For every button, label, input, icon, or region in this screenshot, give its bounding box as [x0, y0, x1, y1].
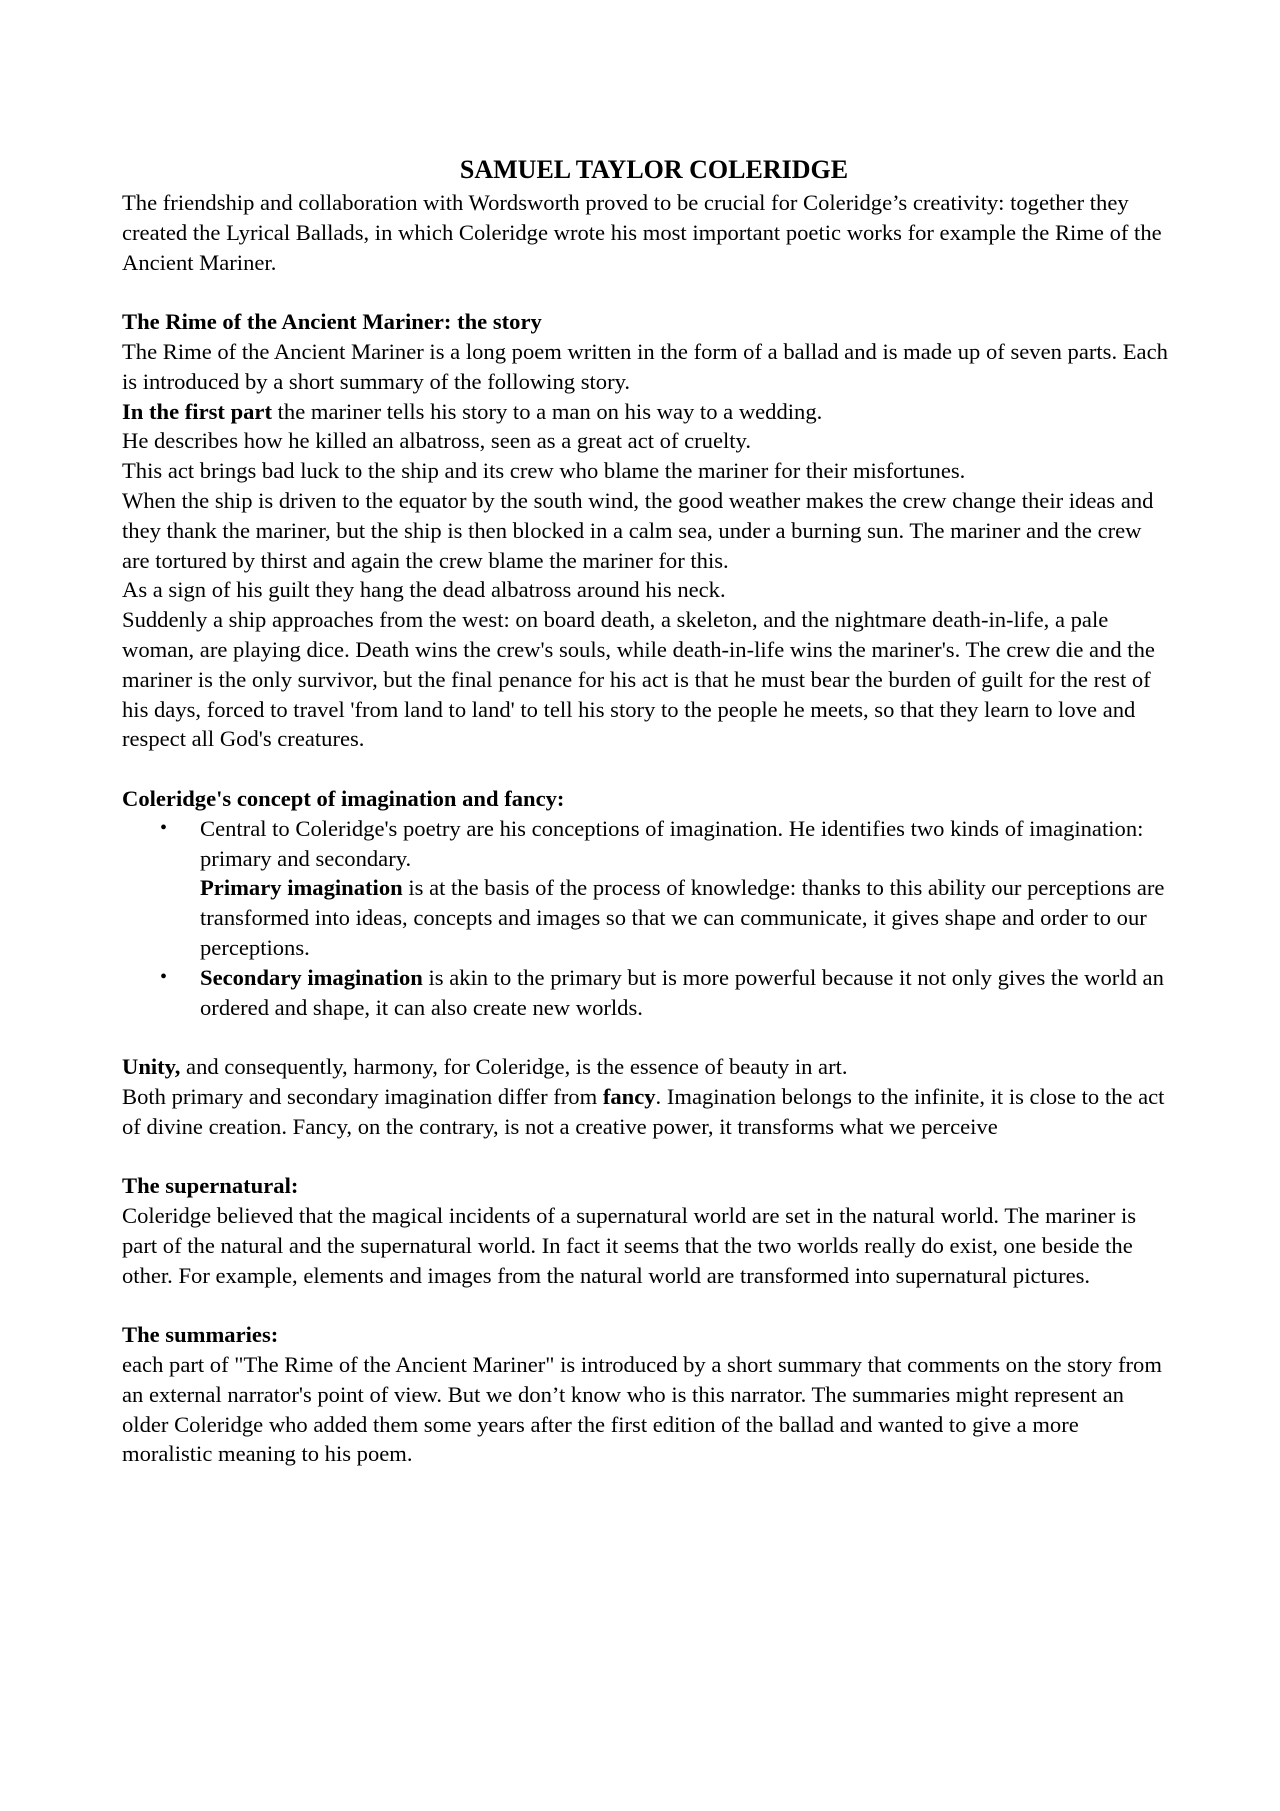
list-item — [122, 963, 1172, 1023]
bold-phrase: Secondary imagination — [200, 964, 423, 990]
fancy-text: Both primary and secondary imagination differ from — [122, 1083, 603, 1109]
list-item — [122, 814, 1172, 963]
list-item-text: is akin to the primary but is more powerful because it not only gives the world an ordered and shape, it can also create new worlds. — [200, 964, 1164, 1020]
story-paragraph: As a sign of his guilt they hang the dead albatross around his neck. — [122, 577, 726, 603]
supernatural-paragraph: Coleridge believed that the magical incidents of a supernatural world are set in the natural world. The mariner is part of the natural and the supernatural world. In fact it seems that the two worlds really do exist, one beside the other. For example, elements and images from the natural world are transformed into supernatural pictures. — [122, 1203, 1137, 1288]
story-paragraph: The Rime of the Ancient Mariner is a long poem written in the form of a ballad and is made up of seven parts. Each is introduced by a short summary of the following story. — [122, 338, 1168, 394]
bold-phrase: fancy — [602, 1083, 656, 1109]
spacer — [122, 1290, 1172, 1320]
spacer — [122, 754, 1172, 784]
story-paragraph: He describes how he killed an albatross, seen as a great act of cruelty. — [122, 428, 752, 454]
fancy-text: . Imagination belongs to the infinite, it is close to the act of divine creation. Fancy, on the contrary, is not a creative power, it transforms what we perceive — [122, 1083, 1165, 1139]
unity-paragraph — [122, 1052, 1172, 1082]
page-title: SAMUEL TAYLOR COLERIDGE — [459, 155, 849, 184]
list-item-subparagraph — [200, 873, 1172, 962]
bold-phrase: Primary imagination — [200, 875, 403, 901]
story-heading: The Rime of the Ancient Mariner: the story — [122, 309, 542, 335]
story-paragraph: Suddenly a ship approaches from the west: on board death, a skeleton, and the nightmare death-in-life, a pale woman, are playing dice. Death wins the crew's souls, while death-in-life wins the mariner's. The crew die and the mariner is the only survivor, but the final penance for his act is that he must bear the burden of guilt for the rest of his days, forced to travel 'from land to land' to tell his story to the people he meets, so that they learn to love and respect all God's creatures. — [122, 607, 1155, 752]
imagination-heading: Coleridge's concept of imagination and fancy: — [122, 785, 565, 811]
spacer — [122, 1142, 1172, 1172]
list-item-text: Central to Coleridge's poetry are his conceptions of imagination. He identifies two kinds of imagination: primary and secondary. — [200, 815, 1144, 871]
bold-phrase: Unity, — [122, 1054, 181, 1080]
unity-text: and consequently, harmony, for Coleridge, is the essence of beauty in art. — [180, 1054, 848, 1080]
summaries-paragraph: each part of "The Rime of the Ancient Mariner" is introduced by a short summary that comments on the story from an external narrator's point of view. But we don’t know who is this narrator. The summaries might represent an older Coleridge who added them some years after the first edition of the ballad and wanted to give a more moralistic meaning to his poem. — [122, 1352, 1162, 1467]
story-paragraph — [122, 397, 1172, 427]
imagination-list — [122, 814, 1172, 1023]
intro-paragraph: The friendship and collaboration with Wordsworth proved to be crucial for Coleridge’s creativity: together they created the Lyrical Ballads, in which Coleridge wrote his most important poetic works for example the Rime of the Ancient Mariner. — [122, 190, 1162, 275]
spacer — [122, 1022, 1172, 1052]
bold-phrase: In the first part — [122, 398, 272, 424]
spacer — [122, 277, 1172, 307]
bullet-icon: • — [160, 816, 168, 839]
supernatural-heading: The supernatural: — [122, 1173, 299, 1199]
summaries-heading: The summaries: — [122, 1322, 279, 1348]
story-paragraph: This act brings bad luck to the ship and its crew who blame the mariner for their misfortunes. — [122, 458, 966, 484]
bullet-icon: • — [160, 965, 168, 988]
story-paragraph: When the ship is driven to the equator by the south wind, the good weather makes the crew change their ideas and they thank the mariner, but the ship is then blocked in a calm sea, under a burning sun. The mariner and the crew are tortured by thirst and again the crew blame the mariner for this. — [122, 487, 1154, 573]
document-body — [122, 152, 1172, 1469]
list-item-text: is at the basis of the process of knowledge: thanks to this ability our perceptions are transformed into ideas, concepts and images so that we can communicate, it gives shape and order to our perceptions. — [200, 875, 1165, 960]
fancy-paragraph — [122, 1082, 1172, 1142]
story-text: the mariner tells his story to a man on his way to a wedding. — [271, 398, 823, 424]
